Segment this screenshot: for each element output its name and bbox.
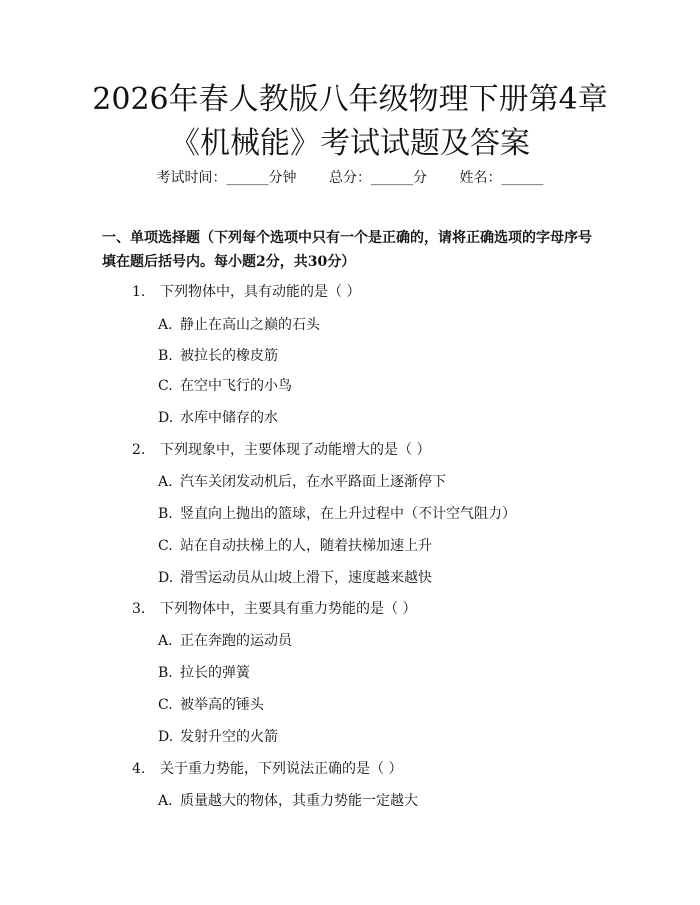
question-3-option-b xyxy=(158,663,250,683)
option-text: 汽车关闭发动机后，在水平路面上逐渐停下 xyxy=(180,474,446,490)
option-text: 拉长的弹簧 xyxy=(180,665,250,681)
exam-info-line xyxy=(0,168,700,188)
option-text: 滑雪运动员从山坡上滑下，速度越来越快 xyxy=(180,570,432,586)
question-1-option-b xyxy=(158,346,278,366)
question-4-option-a xyxy=(158,791,418,811)
question-2-option-a xyxy=(158,472,446,492)
question-1 xyxy=(132,282,360,302)
option-letter: A. xyxy=(158,793,173,809)
option-letter: D. xyxy=(158,729,174,745)
question-text: 下列物体中，主要具有重力势能的是（ ） xyxy=(160,601,417,617)
option-text: 发射升空的火箭 xyxy=(180,729,278,745)
option-letter: D. xyxy=(158,570,174,586)
option-letter: A. xyxy=(158,474,173,490)
question-2-option-d xyxy=(158,568,432,588)
option-text: 被举高的锤头 xyxy=(180,697,264,713)
option-letter: B. xyxy=(158,506,173,522)
exam-time-field: 考试时间：______分钟 xyxy=(156,170,297,186)
option-text: 竖直向上抛出的篮球，在上升过程中（不计空气阻力） xyxy=(180,506,516,522)
question-number: 2. xyxy=(132,442,146,458)
page-title: 2026年春人教版八年级物理下册第4章《机械能》考试试题及答案 xyxy=(92,82,608,161)
total-score-field: 总分：______分 xyxy=(329,170,427,186)
option-letter: A. xyxy=(158,633,173,649)
question-4 xyxy=(132,759,402,779)
option-letter: C. xyxy=(158,538,173,554)
option-text: 正在奔跑的运动员 xyxy=(180,633,292,649)
option-text: 被拉长的橡皮筋 xyxy=(180,348,278,364)
question-2-option-c xyxy=(158,536,432,556)
option-letter: B. xyxy=(158,665,173,681)
option-text: 质量越大的物体，其重力势能一定越大 xyxy=(180,793,418,809)
name-field: 姓名：______ xyxy=(459,170,544,186)
question-number: 1. xyxy=(132,284,146,300)
question-3-option-c xyxy=(158,695,264,715)
question-2 xyxy=(132,440,430,460)
question-text: 下列物体中，具有动能的是（ ） xyxy=(160,284,361,300)
question-3-option-a xyxy=(158,631,292,651)
question-1-option-a xyxy=(158,315,320,335)
question-text: 关于重力势能，下列说法正确的是（ ） xyxy=(160,761,403,777)
question-3-option-d xyxy=(158,727,278,747)
option-letter: A. xyxy=(158,317,173,333)
option-text: 站在自动扶梯上的人，随着扶梯加速上升 xyxy=(180,538,432,554)
option-letter: B. xyxy=(158,348,173,364)
option-text: 在空中飞行的小鸟 xyxy=(180,378,292,394)
question-number: 4. xyxy=(132,761,146,777)
option-text: 静止在高山之巅的石头 xyxy=(180,317,320,333)
option-letter: C. xyxy=(158,378,173,394)
question-3 xyxy=(132,599,416,619)
option-letter: C. xyxy=(158,697,173,713)
option-text: 水库中储存的水 xyxy=(180,410,278,426)
question-text: 下列现象中，主要体现了动能增大的是（ ） xyxy=(160,442,431,458)
option-letter: D. xyxy=(158,410,174,426)
section-heading: 一、单项选择题（下列每个选项中只有一个是正确的，请将正确选项的字母序号填在题后括号内。每小题2分，共30分） xyxy=(102,230,592,270)
question-1-option-d xyxy=(158,408,278,428)
question-1-option-c xyxy=(158,376,292,396)
question-number: 3. xyxy=(132,601,146,617)
question-2-option-b xyxy=(158,504,516,524)
